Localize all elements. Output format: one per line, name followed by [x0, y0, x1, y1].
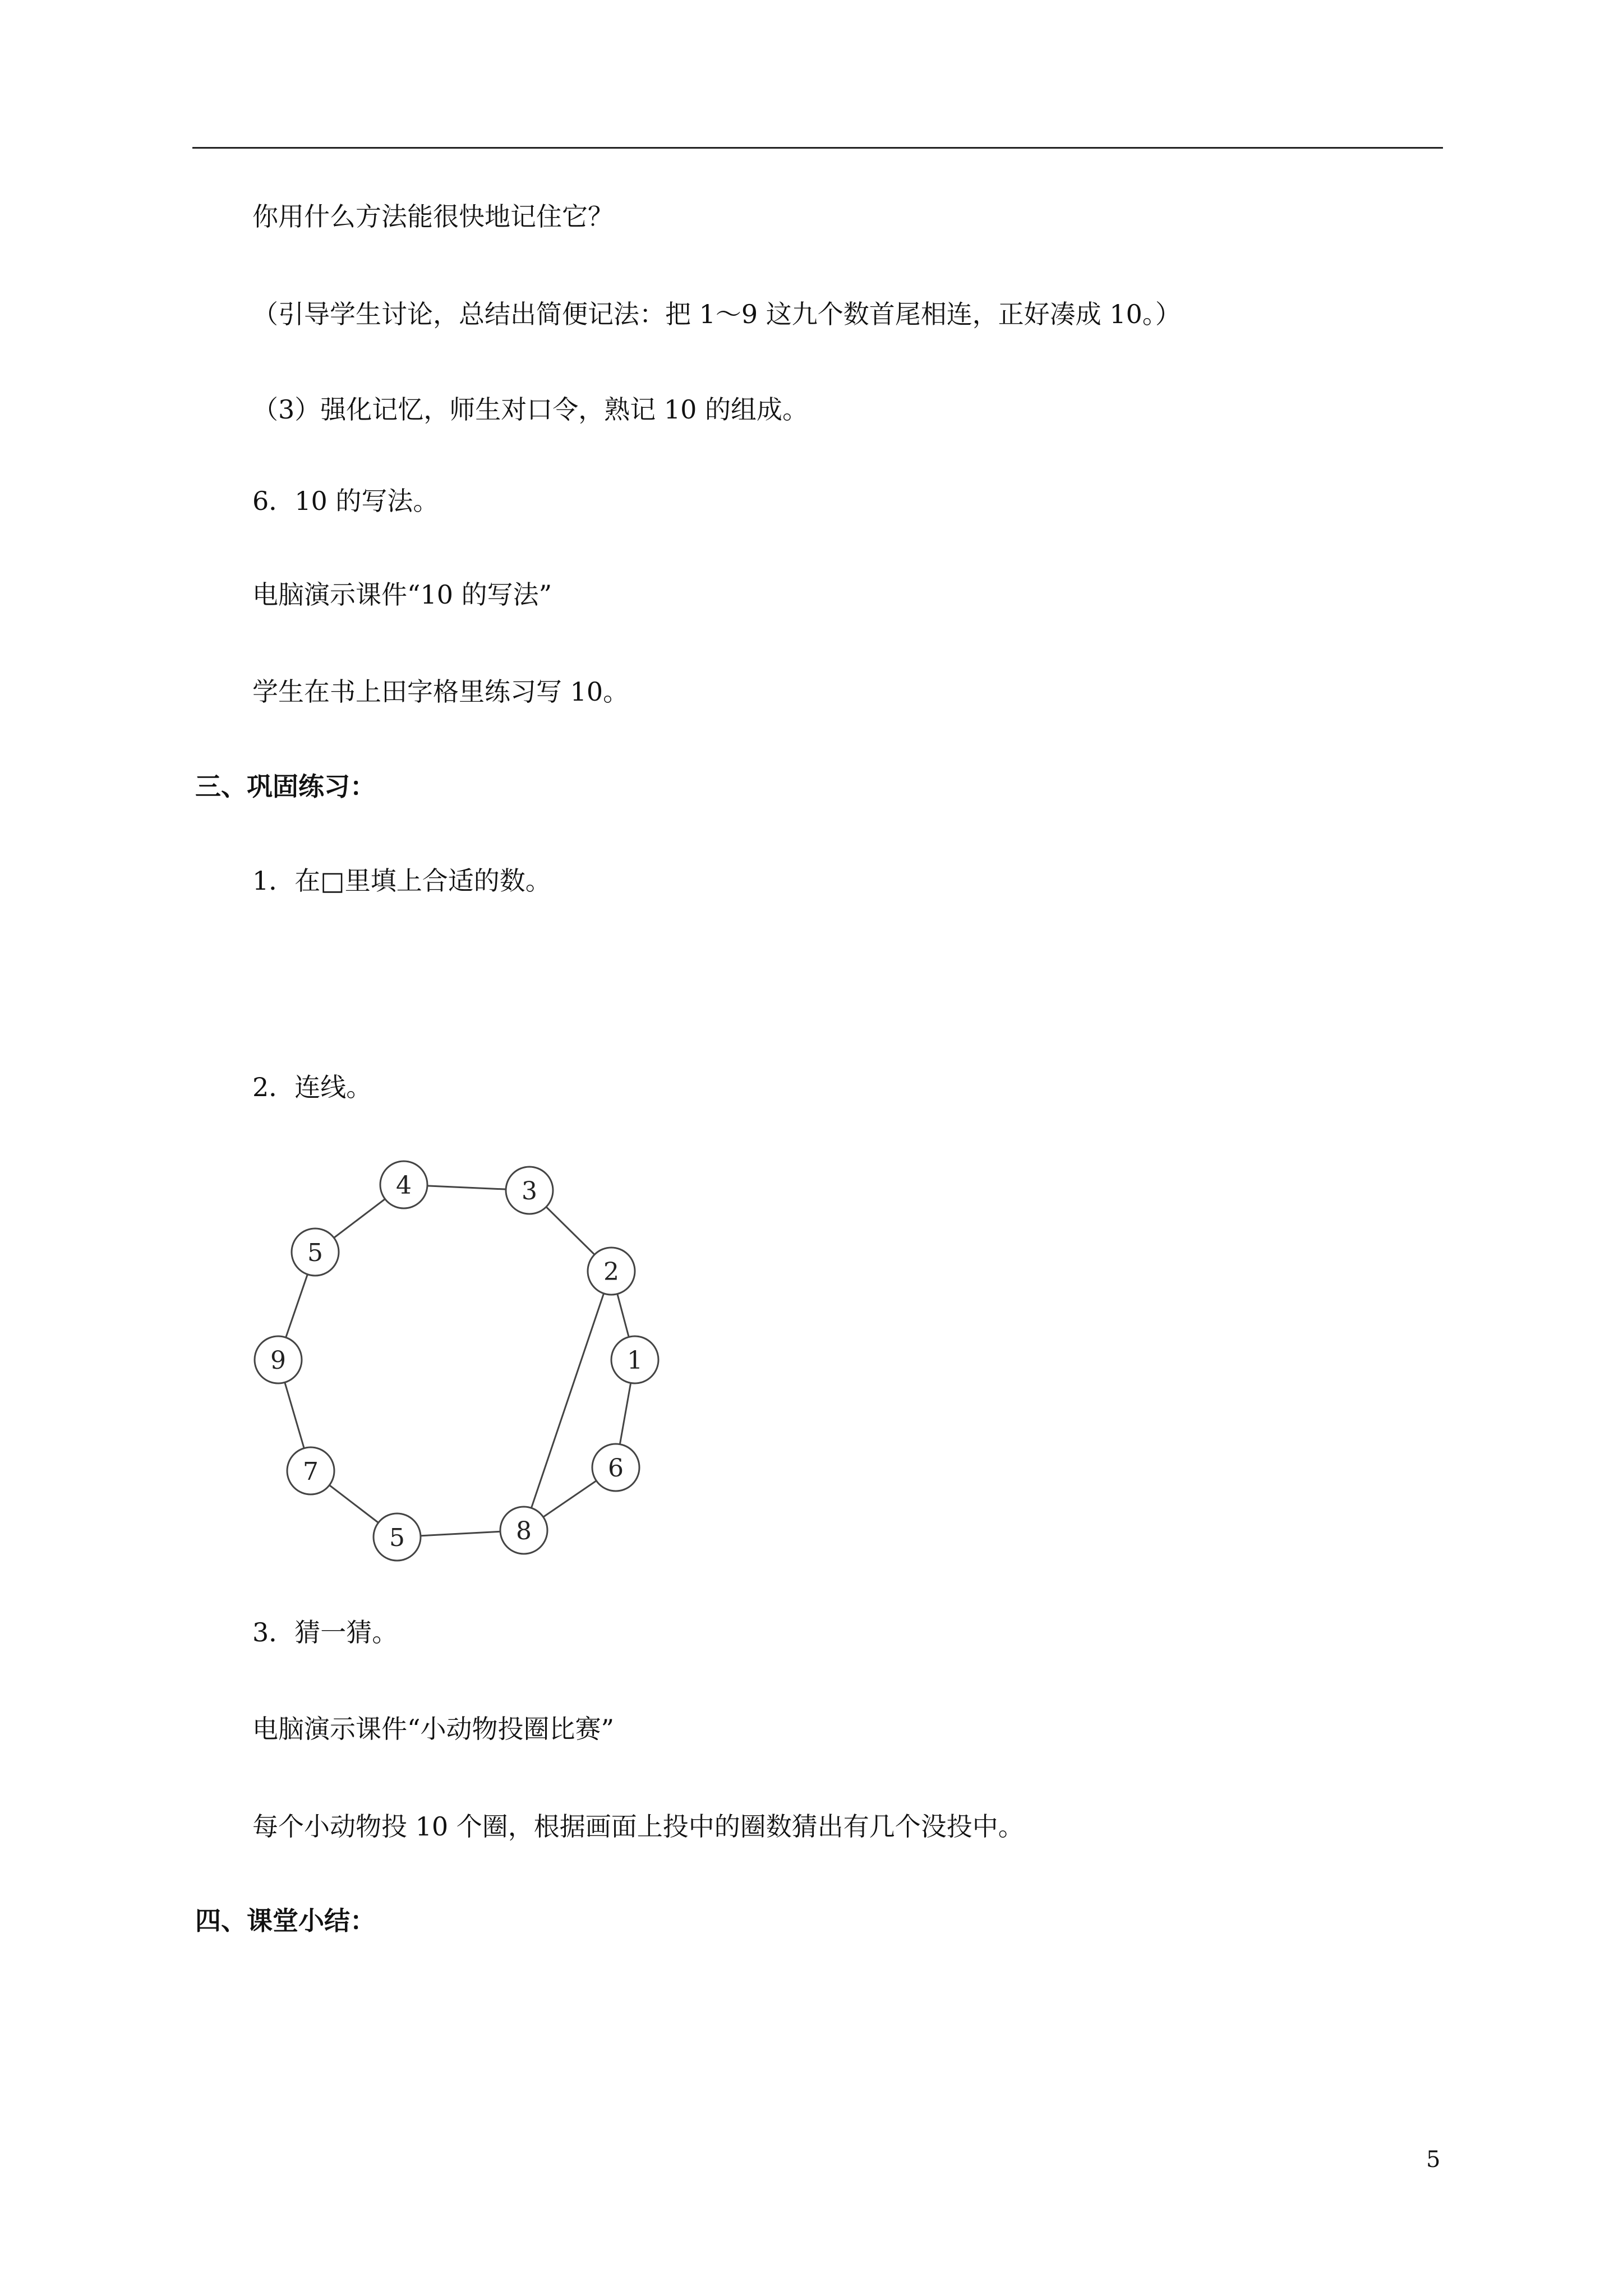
text-line: （3）强化记忆，师生对口令，熟记 10 的组成。 [252, 394, 809, 425]
node-label: 2 [603, 1258, 619, 1286]
text-line: 学生在书上田字格里练习写 10。 [252, 677, 629, 707]
text-line: 你用什么方法能很快地记住它？ [252, 201, 614, 232]
node [287, 1447, 334, 1494]
node [588, 1248, 635, 1295]
node-label: 5 [307, 1239, 323, 1267]
node [292, 1228, 339, 1276]
number-circle-diagram [241, 1144, 679, 1571]
section-heading: 四、课堂小结： [195, 1906, 376, 1936]
node-label: 3 [522, 1177, 537, 1205]
node-label: 6 [608, 1454, 624, 1483]
node-label: 8 [516, 1517, 532, 1545]
page-number: 5 [1426, 2147, 1441, 2173]
answer-line [524, 1271, 611, 1530]
text-line: 6．10 的写法。 [252, 486, 439, 516]
text-line: （引导学生讨论，总结出简便记法：把 1～9 这九个数首尾相连，正好凑成 10。） [252, 299, 1181, 329]
node [255, 1336, 302, 1383]
text-line: 电脑演示课件“10 的写法” [252, 579, 552, 610]
node [506, 1167, 553, 1214]
node-label: 1 [627, 1346, 643, 1375]
text-line: 每个小动物投 10 个圈，根据画面上投中的圈数猜出有几个没投中。 [252, 1811, 1024, 1842]
node-label: 9 [270, 1346, 286, 1375]
exercise-title: 2．连线。 [252, 1072, 372, 1102]
node [592, 1444, 639, 1491]
node [500, 1507, 547, 1554]
node [374, 1513, 421, 1561]
header-rule [192, 147, 1443, 149]
node-label: 4 [396, 1171, 412, 1200]
node-label: 5 [389, 1524, 405, 1552]
node [611, 1336, 658, 1383]
exercise-title: 1．在□里填上合适的数。 [252, 866, 551, 896]
exercise-title: 3．猜一猜。 [252, 1617, 398, 1648]
section-heading: 三、巩固练习： [195, 771, 376, 802]
node-label: 7 [303, 1457, 319, 1486]
node [380, 1161, 427, 1208]
text-line: 电脑演示课件“小动物投圈比赛” [252, 1714, 615, 1744]
